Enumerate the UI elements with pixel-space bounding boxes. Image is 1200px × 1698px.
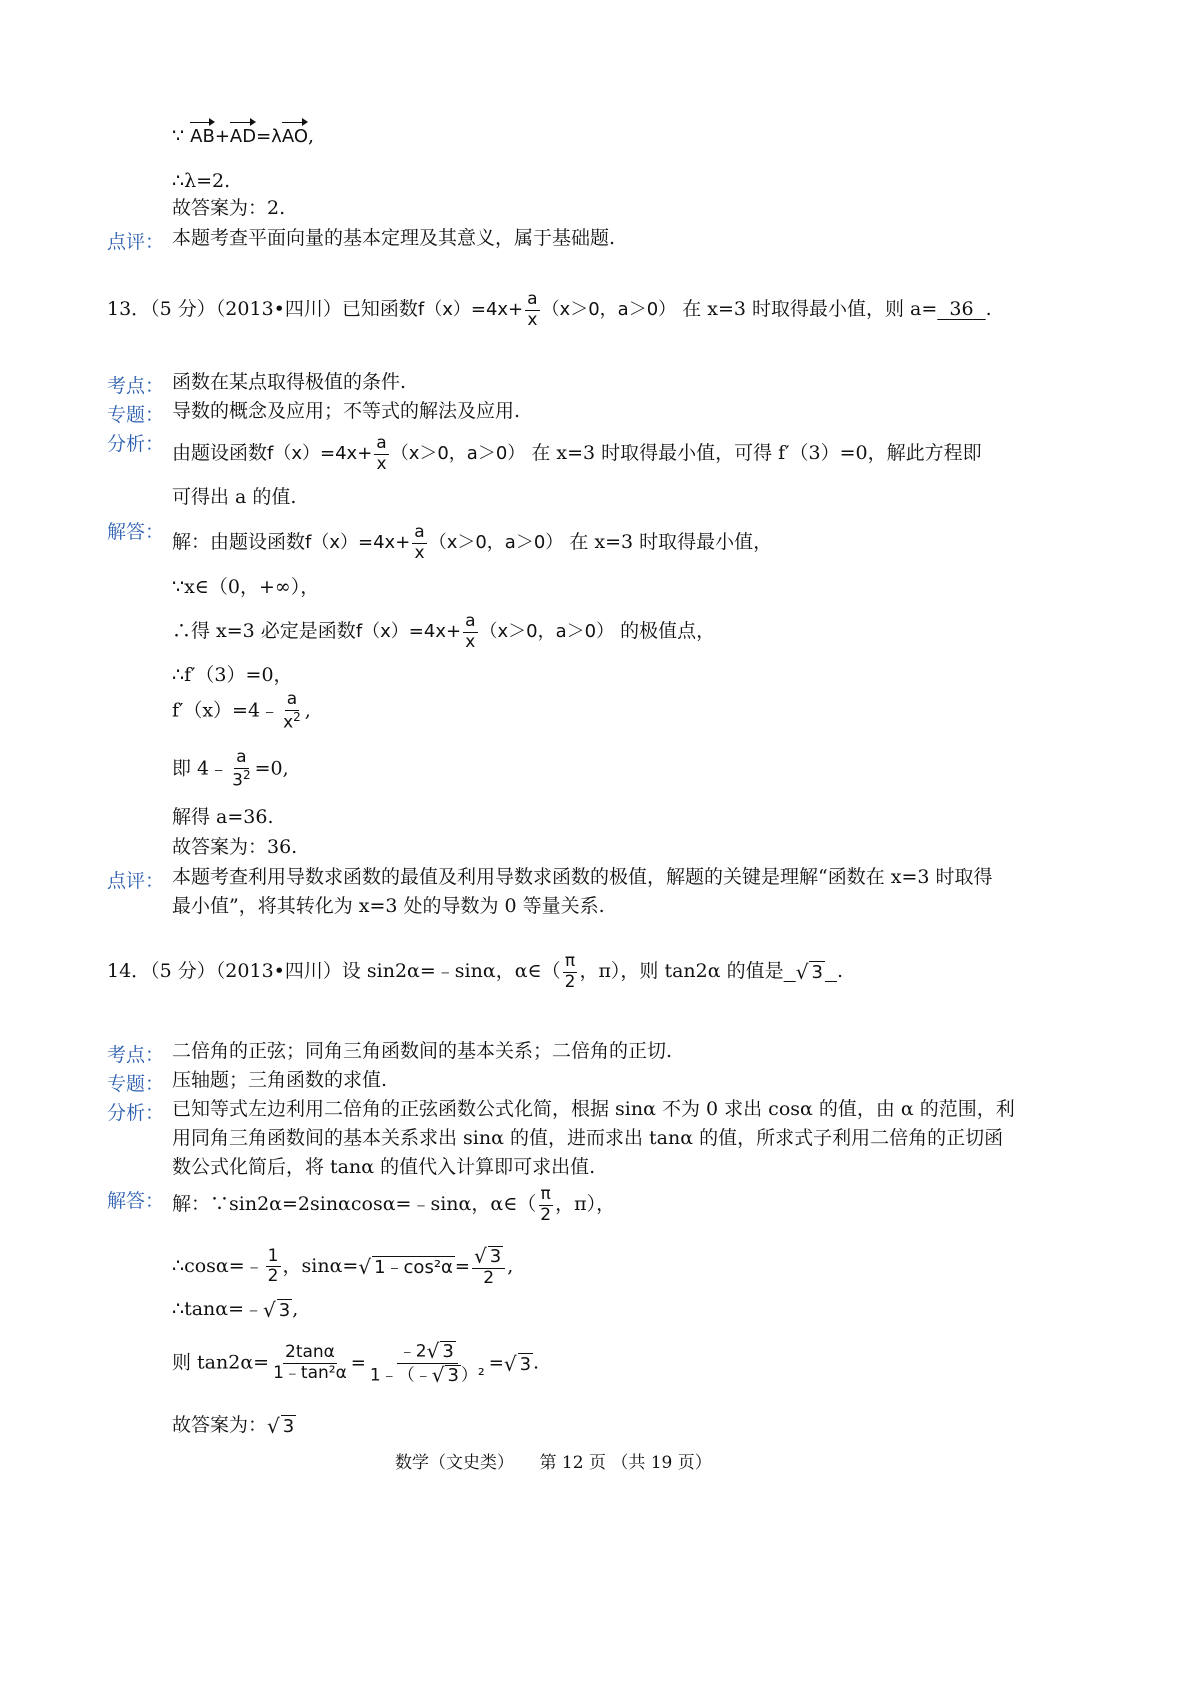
sqrt [504, 1352, 533, 1376]
prev-review-label: 点评： [107, 231, 165, 253]
q14-jieda-label: 解答： [107, 1190, 165, 1212]
q13-step6 [172, 748, 289, 791]
text: ，π），则 tan2α 的值是 [579, 960, 784, 983]
func-post: （x＞0，a＞0） [479, 621, 615, 643]
radical-sign: √ [263, 1298, 276, 1322]
q13-func-post: （x＞0，a＞0） [541, 299, 677, 321]
frac-den: x [465, 631, 476, 652]
exponent: 2 [242, 767, 251, 782]
vector-ao: AO [282, 120, 308, 148]
q13-zhuanti-label: 专题： [107, 404, 165, 426]
frac-den [281, 711, 303, 733]
equals-lambda: =λ [256, 126, 282, 147]
prev-review-text: 本题考查平面向量的基本定理及其意义，属于基础题. [172, 227, 616, 249]
q13-dianping-2: 最小值”，将其转化为 x=3 处的导数为 0 等量关系. [172, 895, 605, 917]
text: 在 x=3 时取得最小值，可得 f′（3）=0，解此方程即 [531, 442, 982, 465]
equals: = [350, 1352, 366, 1374]
radicand: 3 [278, 1300, 291, 1322]
frac-num: a [465, 611, 476, 631]
text: . [533, 1351, 540, 1374]
text: 则 tan2α= [172, 1351, 270, 1374]
q14-zhuanti-label: 专题： [107, 1073, 165, 1095]
q14-step2 [172, 1245, 513, 1289]
q13-answer-value: 36 [949, 298, 974, 321]
text: ﹣2 [398, 1341, 427, 1362]
prev-lambda-result: ∴λ=2. [172, 170, 231, 192]
q13-tail: 在 x=3 时取得最小值，则 a= [682, 298, 938, 321]
q13-func-pre: f（x）=4x+ [417, 299, 524, 321]
q14-step3 [172, 1298, 298, 1322]
frac-den: x [527, 309, 538, 330]
text: 解：由题设函数 [172, 531, 306, 554]
q14-kaodian-label: 考点： [107, 1044, 165, 1066]
frac-den [368, 1364, 487, 1387]
text: 14．（5 分）（2013•四川）设 sin2α=﹣sinα，α∈（ [107, 960, 561, 983]
q13-dianping-label: 点评： [107, 870, 165, 892]
prev-vector-equation [172, 120, 314, 148]
frac [463, 612, 477, 652]
frac-num: a [286, 689, 298, 709]
q13-step1 [172, 523, 772, 563]
sqrt [474, 1245, 503, 1268]
radical-sign: √ [795, 960, 809, 985]
q13-zhuanti: 导数的概念及应用；不等式的解法及应用. [172, 400, 521, 422]
text: f′（x）=4﹣ [172, 699, 280, 722]
text: , [292, 1298, 299, 1320]
sqrt [427, 1340, 456, 1363]
q13-fenxi-line2: 可得出 a 的值. [172, 486, 297, 508]
text: ）² [460, 1365, 485, 1386]
vector-ab: AB [190, 120, 215, 148]
q13-step2: ∵x∈（0，+∞）， [172, 576, 320, 598]
frac-den: 2 [483, 1268, 495, 1288]
frac-num: a [236, 747, 247, 767]
frac [368, 1340, 487, 1387]
radicand: 3 [447, 1365, 459, 1387]
q14-step5 [172, 1414, 296, 1438]
q14-fenxi-3: 数公式化简后，将 tanα 的值代入计算即可求出值. [172, 1156, 596, 1178]
frac [271, 1343, 349, 1383]
text: , [304, 699, 311, 722]
q13-dianping-1: 本题考查利用导数求函数的最值及利用导数求函数的极值，解题的关键是理解“函数在 x=3 时取得 [172, 866, 993, 888]
text: 解：∵sin2α=2sinαcosα=﹣sinα，α∈（ [172, 1193, 537, 1216]
q14-fenxi-2: 用同角三角函数间的基本关系求出 sinα 的值，进而求出 tanα 的值，所求式子利用二倍角的正切函 [172, 1127, 1004, 1149]
radical-sign: √ [431, 1363, 445, 1387]
func-post: （x＞0，a＞0） [428, 532, 564, 554]
text: ，sinα= [282, 1254, 359, 1277]
q13-kaodian-label: 考点： [107, 375, 165, 397]
text: 在 x=3 时取得最小值， [569, 531, 773, 554]
frac [266, 1247, 281, 1287]
plus-sign: + [214, 126, 230, 147]
q14-question [107, 952, 843, 992]
q13-step5 [172, 690, 311, 733]
text: ∴得 x=3 必定是函数 [172, 620, 356, 643]
radical-sign: √ [267, 1414, 280, 1438]
q14-step1 [172, 1185, 615, 1225]
radicand: 3 [282, 1416, 295, 1438]
frac [374, 434, 388, 474]
text: 故答案为： [172, 1414, 268, 1436]
q14-fenxi-label: 分析： [107, 1102, 165, 1124]
q13-fenxi-label: 分析： [107, 433, 165, 455]
q13-step4: ∴f′（3）=0， [172, 664, 293, 686]
frac-num: π [540, 1184, 551, 1204]
frac-den [230, 769, 252, 791]
period: . [985, 298, 992, 321]
radicand: 3 [519, 1353, 532, 1375]
q13-step3 [172, 612, 715, 652]
text: 即 4﹣ [172, 757, 229, 780]
comma: , [308, 125, 315, 147]
q14-answer [784, 960, 837, 985]
frac-den: 2 [540, 1204, 552, 1225]
base: 3 [232, 770, 243, 791]
frac-den: x [376, 453, 387, 474]
q13-answer [937, 298, 985, 320]
because-symbol: ∵ [172, 125, 185, 147]
text: , [507, 1254, 514, 1277]
page-footer: 数学（文史类） 第 12 页 （共 19 页） [395, 1453, 712, 1473]
equals: = [488, 1352, 504, 1374]
func-pre: f（x）=4x+ [355, 621, 462, 643]
func-post: （x＞0，a＞0） [390, 443, 526, 465]
frac-num: a [376, 433, 387, 453]
text: 1﹣（﹣ [369, 1365, 432, 1386]
pi-over-2 [538, 1185, 553, 1225]
radical-sign: √ [358, 1254, 372, 1279]
q13-step7: 解得 a=36. [172, 806, 274, 828]
sqrt [796, 960, 825, 984]
q14-zhuanti: 压轴题；三角函数的求值. [172, 1069, 388, 1091]
q13-step8: 故答案为：36. [172, 836, 298, 858]
radicand: 3 [442, 1341, 454, 1363]
frac-num [472, 1245, 505, 1269]
text: 的极值点， [620, 620, 716, 643]
frac [281, 690, 303, 733]
q13-frac [525, 290, 539, 330]
q14-step4 [172, 1340, 539, 1387]
text: =0, [254, 757, 289, 780]
period: . [837, 960, 844, 983]
radicand: 3 [811, 962, 823, 984]
frac [412, 523, 426, 563]
q13-fenxi-line1 [172, 434, 982, 474]
q13-kaodian: 函数在某点取得极值的条件. [172, 371, 407, 393]
frac-num: 2tanα [285, 1342, 335, 1363]
func-pre: f（x）=4x+ [267, 443, 373, 465]
frac-den: 2 [267, 1266, 279, 1287]
radical-sign: √ [474, 1244, 487, 1268]
text: ，π）， [555, 1193, 616, 1216]
frac-num: a [414, 522, 425, 542]
frac-num [397, 1340, 458, 1364]
radicand: 1﹣cos²α [374, 1257, 453, 1279]
sqrt [358, 1255, 455, 1279]
q13-jieda-label: 解答： [107, 521, 165, 543]
q14-fenxi-1: 已知等式左边利用二倍角的正弦函数公式化简，根据 sinα 不为 0 求出 cosα 的值，由 α 的范围，利 [172, 1098, 1015, 1120]
exponent: 2 [293, 709, 301, 724]
frac [472, 1245, 505, 1289]
frac-num: a [527, 289, 538, 309]
sqrt [267, 1414, 296, 1438]
text: ∴tanα=﹣ [172, 1298, 264, 1320]
vector-ad: AD [230, 120, 256, 148]
prev-answer: 故答案为：2. [172, 197, 286, 219]
q14-kaodian: 二倍角的正弦；同角三角函数间的基本关系；二倍角的正切. [172, 1040, 673, 1062]
sqrt [263, 1298, 292, 1322]
frac-den: 2 [564, 971, 576, 992]
text: ∴cosα=﹣ [172, 1254, 264, 1277]
base: x [283, 712, 294, 733]
frac [230, 748, 252, 791]
frac-den: 1﹣tan²α [273, 1363, 347, 1383]
q13-head: 13．（5 分）（2013•四川）已知函数 [107, 298, 418, 321]
radical-sign: √ [503, 1351, 517, 1376]
frac-num: 1 [267, 1245, 279, 1266]
pi-over-2 [563, 952, 578, 992]
sqrt [432, 1364, 461, 1387]
q13-question [107, 290, 992, 330]
text: 由题设函数 [172, 442, 268, 465]
radical-sign: √ [426, 1339, 440, 1363]
func-pre: f（x）=4x+ [305, 532, 411, 554]
equals: = [454, 1255, 470, 1277]
frac-den: x [414, 542, 425, 563]
radicand: 3 [489, 1246, 502, 1268]
frac-num: π [564, 951, 576, 971]
